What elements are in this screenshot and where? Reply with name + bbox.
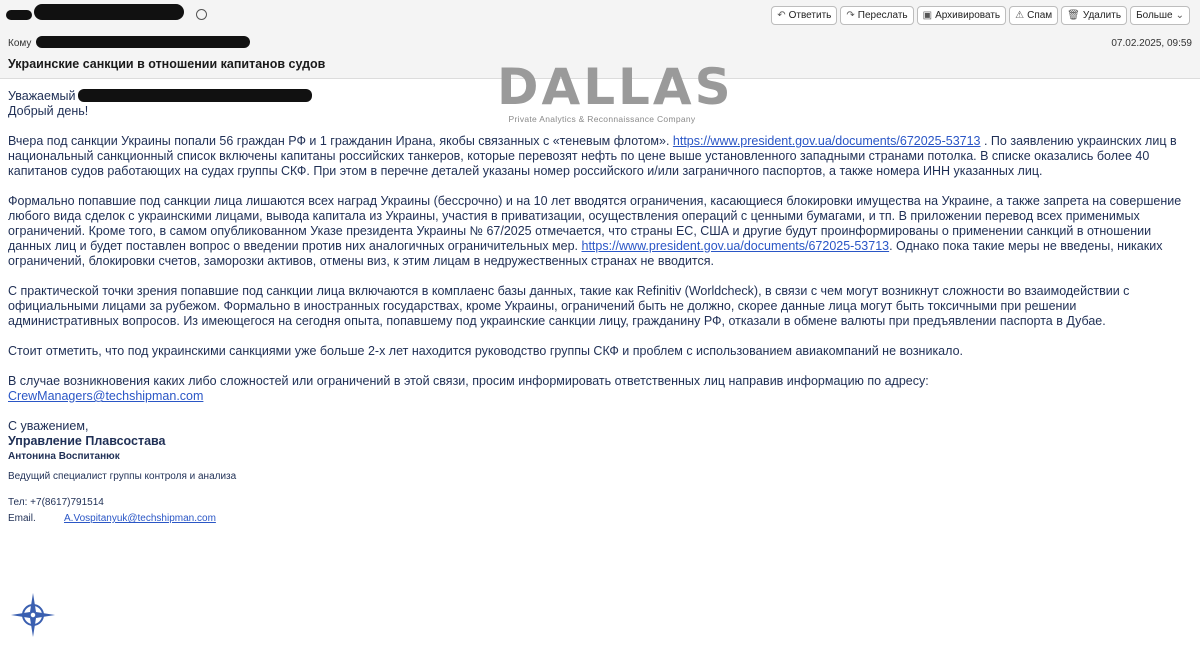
signature-name: Антонина Воспитанюк — [8, 451, 120, 462]
forward-button[interactable] — [840, 6, 913, 25]
more-button[interactable] — [1130, 6, 1190, 25]
paragraph-1 — [8, 134, 1188, 179]
spam-label: Спам — [1027, 10, 1053, 21]
archive-button[interactable] — [917, 6, 1007, 25]
signature-position: Ведущий специалист группы контроля и анализа — [8, 471, 237, 482]
archive-label: Архивировать — [935, 10, 1001, 21]
signature-department: Управление Плавсостава — [8, 434, 166, 448]
signature-phone: Тел: +7(8617)791514 — [8, 497, 104, 508]
spam-icon: ⚠ — [1015, 10, 1025, 21]
recipient-redaction — [36, 36, 250, 48]
email-date: 07.02.2025, 09:59 — [1111, 38, 1192, 49]
signature-contacts — [8, 495, 1188, 527]
sender-status-icon[interactable] — [196, 9, 207, 20]
paragraph-3: С практической точки зрения попавшие под санкции лица включаются в комплаенс базы данных, такие как Refinitiv (Worldcheck), в связи с чем могут возникнут сложности во взаимодействии с официальными лицами за рубежом. Формально в иностранных государствах, кроме Украины, ограничений быть не должно, скорее данные лица могут быть токсичными при решении административных вопросов. Из имеющегося на сегодня опыта, попавшему под украинские санкции лицу, гражданину РФ, отказали в обмене валюты при предъявлении паспорта в Дубае. — [8, 284, 1130, 328]
forward-icon: ↷ — [846, 10, 855, 21]
paragraph-1-text-b: . По заявлению украинских лиц в национальный санкционный список включены капитаны российских танкеров, которые перевозят нефть по цене выше установленного западными странами потолка. В списке оказались более 40 капитанов судов работающих на судах группы СКФ. При этом в перечне деталей указаны номер российского и/или заграничного паспортов, а также номера ИНН указанных лиц. — [8, 134, 1177, 178]
sender-redaction — [6, 10, 32, 20]
email-body — [8, 89, 1188, 527]
regards: С уважением, — [8, 419, 89, 433]
name-redaction — [78, 89, 312, 102]
sender-redaction — [34, 4, 184, 20]
reply-button[interactable] — [771, 6, 837, 25]
delete-label: Удалить — [1082, 10, 1122, 21]
paragraph-2-text-a: Формально попавшие под санкции лица лишаются всех наград Украины (бессрочно) и на 10 лет вводятся ограничения, касающиеся блокировки имущества на Украине, а также запрета на совершение любого вида сделок с украинскими лицами, вывода капитала из Украины, участия в приватизации, осуществления операций с ценными бумагами, и тп. В приложении перевод всех применимых ограничений. Кроме того, в самом опубликованном Указе президента Украины № 67/2025 отмечается, что страны ЕС, США и другие будут проинформированы о применении санкций в отношении данных лиц и будет поставлен вопрос о введении против них аналогичных ограничительных мер. — [8, 194, 1182, 253]
salutation-line — [8, 89, 1188, 104]
email-toolbar — [771, 6, 1190, 25]
email-subject: Украинские санкции в отношении капитанов судов — [8, 57, 326, 71]
decree-link[interactable]: https://www.president.gov.ua/documents/672025-53713 — [672, 134, 981, 148]
paragraph-1-text-a: Вчера под санкции Украины попали 56 граждан РФ и 1 гражданин Ирана, якобы связанных с «теневым флотом». — [8, 134, 673, 148]
more-label: Больше — [1136, 10, 1173, 21]
logo-word: DALLAS — [497, 58, 734, 116]
paragraph-5: В случае возникновения каких либо сложностей или ограничений в этой связи, просим информировать ответственных лиц направив информацию по адресу: — [8, 374, 929, 388]
compass-logo-icon — [10, 592, 56, 638]
paragraph-2 — [8, 194, 1188, 269]
signature-email-link[interactable]: A.Vospitanyuk@techshipman.com — [64, 513, 216, 524]
to-label: Кому — [8, 38, 32, 49]
crew-managers-email-link[interactable]: CrewManagers@techshipman.com — [8, 389, 204, 403]
chevron-down-icon: ⌄ — [1175, 10, 1184, 21]
signature-email-line — [8, 511, 1188, 527]
logo-tagline: Private Analytics & Reconnaissance Company — [508, 114, 696, 124]
paragraph-5-email-line — [8, 389, 1188, 404]
greeting: Добрый день! — [8, 104, 89, 118]
forward-label: Переслать — [857, 10, 908, 21]
archive-icon: ▣ — [922, 10, 933, 21]
delete-button[interactable] — [1061, 6, 1127, 25]
salutation: Уважаемый — [8, 89, 76, 103]
reply-label: Ответить — [788, 10, 832, 21]
reply-icon: ↶ — [777, 10, 786, 21]
trash-icon: 🗑 — [1067, 10, 1080, 21]
paragraph-4: Стоит отметить, что под украинскими санкциями уже больше 2-х лет находится руководство группы СКФ и проблем с использованием авиакомпаний не возникало. — [8, 344, 963, 358]
email-label: Email. — [8, 513, 36, 524]
paragraph-2-text-b: . Однако пока такие меры не введены, никаких ограничений, блокировки счетов, заморозки активов, отмены виз, к этим лицам в недружественных странах не вводится. — [8, 239, 1163, 268]
spam-button[interactable] — [1009, 6, 1058, 25]
decree-link-2[interactable]: https://www.president.gov.ua/documents/672025-53713 — [581, 239, 890, 253]
